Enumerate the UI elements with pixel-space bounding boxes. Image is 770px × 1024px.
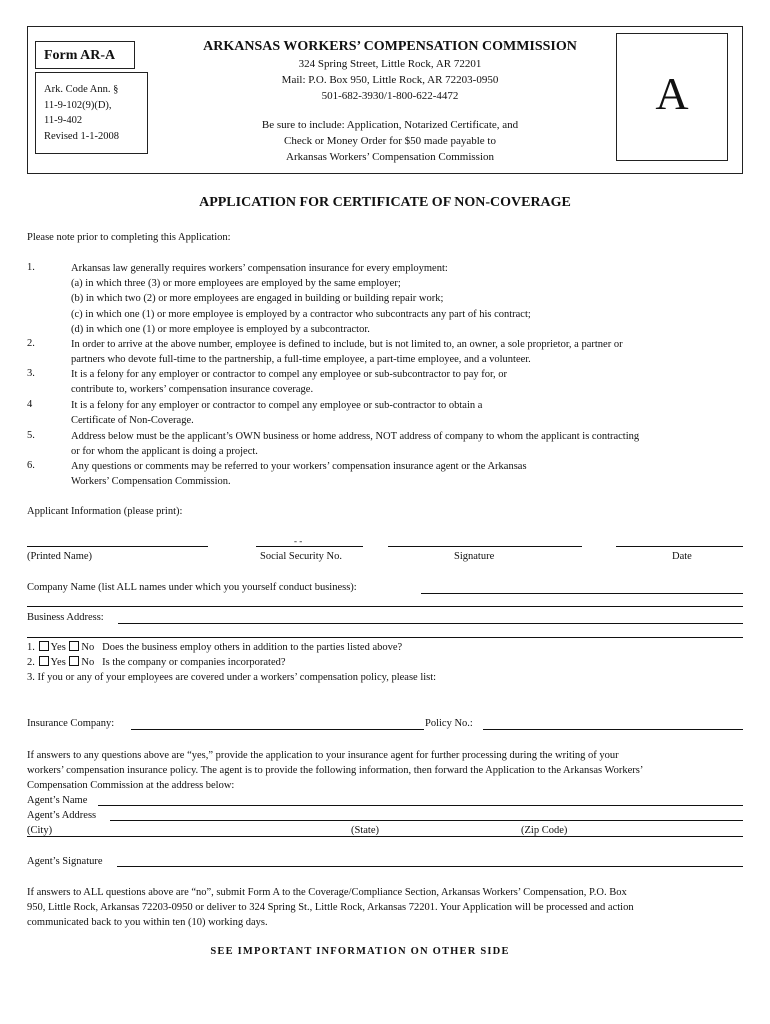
no-instructions bbox=[27, 885, 743, 931]
applicant-heading: Applicant Information (please print): bbox=[27, 506, 183, 517]
address-line: 501-682-3930/1-800-622-4472 bbox=[321, 90, 459, 102]
item-number: 3. bbox=[27, 368, 35, 379]
para-line: Compensation Commission at the address below: bbox=[27, 780, 235, 792]
item-line: Any questions or comments may be referred to your workers’ compensation insurance agent or the Arkansas bbox=[71, 461, 527, 472]
question-text: Does the business employ others in addition to the parties listed above? bbox=[102, 642, 403, 653]
address-line: Mail: P.O. Box 950, Little Rock, AR 72203-0950 bbox=[281, 74, 499, 86]
para-line: communicated back to you within ten (10) working days. bbox=[27, 917, 268, 929]
ark-code-line: Revised 1-1-2008 bbox=[44, 130, 119, 142]
zip-label: (Zip Code) bbox=[521, 825, 568, 836]
list-item bbox=[71, 367, 746, 397]
item-line: Workers’ Compensation Commission. bbox=[71, 476, 231, 488]
agent-address-label: Agent’s Address bbox=[27, 810, 97, 821]
agent-city-state-zip-field[interactable] bbox=[27, 836, 743, 837]
question-2 bbox=[27, 656, 286, 670]
list-item bbox=[71, 398, 746, 428]
signature-field[interactable] bbox=[388, 546, 582, 547]
company-name-field-2[interactable] bbox=[27, 606, 743, 607]
page-title: APPLICATION FOR CERTIFICATE OF NON-COVERAGE bbox=[199, 195, 571, 210]
date-field[interactable] bbox=[616, 546, 743, 547]
agent-name-field[interactable] bbox=[98, 805, 743, 806]
org-address bbox=[170, 56, 610, 104]
state-label: (State) bbox=[351, 825, 379, 836]
include-line: Arkansas Workers’ Compensation Commission bbox=[286, 151, 494, 163]
item-line: Arkansas law generally requires workers’ compensation insurance for every employment: bbox=[71, 263, 448, 274]
insurance-company-label: Insurance Company: bbox=[27, 718, 115, 729]
ark-code-line: 11-9-102(9)(D), bbox=[44, 99, 112, 111]
footer-note: SEE IMPORTANT INFORMATION ON OTHER SIDE bbox=[210, 946, 510, 957]
item-number: 6. bbox=[27, 460, 35, 471]
question-1 bbox=[27, 641, 402, 655]
list-item bbox=[71, 337, 746, 367]
form-letter: A bbox=[616, 33, 728, 161]
include-line: Be sure to include: Application, Notarized Certificate, and bbox=[261, 119, 519, 131]
agent-signature-label: Agent’s Signature bbox=[27, 856, 103, 867]
agent-address-field[interactable] bbox=[110, 820, 743, 821]
list-item bbox=[71, 429, 746, 459]
ark-code-box bbox=[35, 72, 148, 154]
city-label: (City) bbox=[27, 825, 53, 836]
org-title: ARKANSAS WORKERS’ COMPENSATION COMMISSION bbox=[203, 39, 577, 54]
question-number: 1. bbox=[27, 642, 35, 653]
question-text: Is the company or companies incorporated? bbox=[102, 657, 286, 668]
include-note bbox=[170, 117, 610, 165]
business-address-label: Business Address: bbox=[27, 612, 104, 623]
para-line: workers’ compensation insurance policy. The agent is to provide the following information, then forward the Application to the Arkansas Workers’ bbox=[27, 765, 644, 777]
para-line: If answers to any questions above are “yes,” provide the application to your insurance agent for further processing during the writing of your bbox=[27, 750, 619, 761]
item-line: (b) in which two (2) or more employees are engaged in building or building repair work; bbox=[71, 293, 444, 305]
item-line: contribute to, workers’ compensation insurance coverage. bbox=[71, 384, 314, 396]
yes-instructions bbox=[27, 748, 743, 794]
para-line: If answers to ALL questions above are “no”, submit Form A to the Coverage/Compliance Section, Arkansas Workers’ Compensation, P.O. Box bbox=[27, 887, 627, 898]
item-line: It is a felony for any employer or contractor to compel any employee or sub-contractor to obtain a bbox=[71, 400, 483, 411]
address-line: 324 Spring Street, Little Rock, AR 72201 bbox=[298, 58, 482, 70]
agent-name-label: Agent’s Name bbox=[27, 795, 88, 806]
item-line: (d) in which one (1) or more employee is employed by a subcontractor. bbox=[71, 323, 370, 335]
item-line: (c) in which one (1) or more employee is employed by a contractor who subcontracts any part of his contract; bbox=[71, 308, 531, 320]
item-number: 5. bbox=[27, 430, 35, 441]
item-number: 2. bbox=[27, 338, 35, 349]
company-name-label: Company Name (list ALL names under which you yourself conduct business): bbox=[27, 582, 357, 593]
yes-label: Yes bbox=[50, 657, 66, 668]
item-line: Certificate of Non-Coverage. bbox=[71, 415, 194, 427]
item-line: It is a felony for any employer or contractor to compel any employee or sub-subcontractor to pay for, or bbox=[71, 369, 508, 380]
insurance-company-field[interactable] bbox=[131, 729, 424, 730]
question-3: 3. If you or any of your employees are covered under a workers’ compensation policy, please list: bbox=[27, 672, 437, 683]
include-line: Check or Money Order for $50 made payable to bbox=[284, 135, 496, 147]
business-address-field[interactable] bbox=[118, 623, 743, 624]
item-number: 4 bbox=[27, 399, 33, 410]
printed-name-field[interactable] bbox=[27, 546, 208, 547]
policy-number-field[interactable] bbox=[483, 729, 743, 730]
no-checkbox[interactable] bbox=[69, 656, 79, 666]
list-item bbox=[71, 261, 746, 337]
no-checkbox[interactable] bbox=[69, 641, 79, 651]
policy-number-label: Policy No.: bbox=[425, 718, 473, 729]
no-label: No bbox=[81, 642, 95, 653]
item-line: (a) in which three (3) or more employees are employed by the same employer; bbox=[71, 278, 401, 290]
question-number: 2. bbox=[27, 657, 35, 668]
ssn-label: Social Security No. bbox=[260, 551, 342, 562]
yes-checkbox[interactable] bbox=[39, 641, 49, 651]
item-number: 1. bbox=[27, 262, 35, 273]
item-line: Address below must be the applicant’s OWN business or home address, NOT address of company to whom the applicant is contracting bbox=[71, 431, 640, 442]
company-name-field[interactable] bbox=[421, 593, 743, 594]
item-line: or for whom the applicant is doing a project. bbox=[71, 446, 258, 458]
note-text: Please note prior to completing this Application: bbox=[27, 232, 231, 243]
form-label: Form AR-A bbox=[35, 41, 135, 69]
ark-code-line: Ark. Code Ann. § bbox=[44, 84, 119, 95]
para-line: 950, Little Rock, Arkansas 72203-0950 or deliver to 324 Spring St., Little Rock, Arkansas 72201. Your Application will be processed and action bbox=[27, 902, 634, 914]
ssn-field[interactable] bbox=[256, 546, 363, 547]
ssn-dashes: - - bbox=[294, 536, 303, 546]
list-item bbox=[71, 459, 746, 489]
date-label: Date bbox=[672, 551, 692, 562]
business-address-field-2[interactable] bbox=[27, 637, 743, 638]
printed-name-label: (Printed Name) bbox=[27, 551, 93, 562]
ark-code-line: 11-9-402 bbox=[44, 115, 83, 126]
item-line: partners who devote full-time to the partnership, a full-time employee, a part-time employee, and a volunteer. bbox=[71, 354, 531, 366]
agent-signature-field[interactable] bbox=[117, 866, 743, 867]
item-line: In order to arrive at the above number, employee is defined to include, but is not limited to, an owner, a sole proprietor, a partner or bbox=[71, 339, 623, 350]
no-label: No bbox=[81, 657, 95, 668]
yes-checkbox[interactable] bbox=[39, 656, 49, 666]
signature-label: Signature bbox=[454, 551, 495, 562]
yes-label: Yes bbox=[50, 642, 66, 653]
